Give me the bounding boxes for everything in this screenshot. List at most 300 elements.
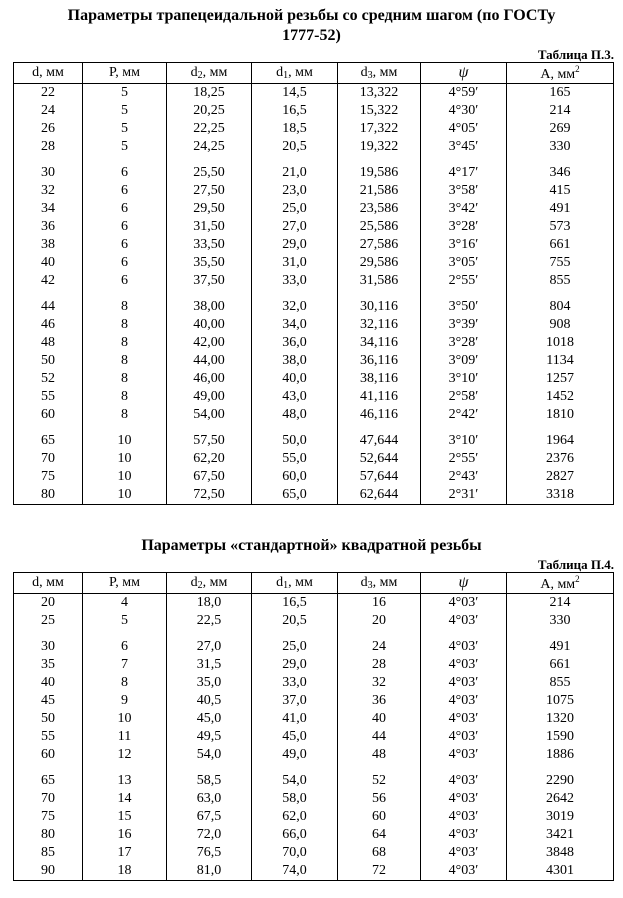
cell-d2: 20,25 [167,102,252,120]
cell-a: 491 [507,200,614,218]
cell-d: 22 [14,84,83,103]
cell-psi: 2°55′ [421,450,507,468]
cell-p: 6 [83,272,167,290]
cell-a: 3318 [507,486,614,505]
cell-a: 804 [507,298,614,316]
table2-number: Таблица П.4. [537,557,614,572]
cell-a: 855 [507,272,614,290]
cell-d1: 33,0 [252,272,338,290]
table-row [14,298,614,316]
cell-a: 755 [507,254,614,272]
table-row [14,254,614,272]
cell-d1: 50,0 [252,432,338,450]
cell-a: 214 [507,102,614,120]
cell-d1: 70,0 [252,844,338,862]
cell-a: 661 [507,236,614,254]
cell-psi: 4°17′ [421,164,507,182]
table-row [14,388,614,406]
cell-a: 855 [507,674,614,692]
cell-p: 6 [83,236,167,254]
cell-p: 14 [83,790,167,808]
spacer-cell [167,424,252,432]
group-spacer [14,424,614,432]
cell-d3: 62,644 [338,486,421,505]
cell-d2: 27,0 [167,638,252,656]
header-d3: $d_3$, мм [338,63,421,84]
cell-a: 330 [507,612,614,630]
cell-p: 5 [83,102,167,120]
cell-p: 10 [83,450,167,468]
table-row [14,826,614,844]
header-p: P, мм [83,63,167,84]
cell-d2: 31,5 [167,656,252,674]
cell-d1: 58,0 [252,790,338,808]
cell-d2: 58,5 [167,772,252,790]
cell-d1: 27,0 [252,218,338,236]
cell-d3: 48 [338,746,421,764]
cell-d1: 16,5 [252,102,338,120]
cell-p: 8 [83,334,167,352]
cell-psi: 4°03′ [421,638,507,656]
cell-a: 269 [507,120,614,138]
cell-psi: 4°03′ [421,674,507,692]
cell-d3: 36 [338,692,421,710]
spacer-cell [338,424,421,432]
header-d1: $d_1$, мм [252,573,338,594]
cell-d3: 64 [338,826,421,844]
spacer-cell [83,290,167,298]
cell-d1: 54,0 [252,772,338,790]
cell-psi: 4°03′ [421,710,507,728]
cell-d1: 43,0 [252,388,338,406]
header-row [14,63,614,84]
cell-d1: 31,0 [252,254,338,272]
cell-psi: 3°58′ [421,182,507,200]
table-row [14,844,614,862]
cell-d3: 56 [338,790,421,808]
cell-d2: 31,50 [167,218,252,236]
cell-d3: 23,586 [338,200,421,218]
table-row [14,612,614,630]
cell-d1: 37,0 [252,692,338,710]
cell-psi: 4°03′ [421,692,507,710]
cell-d: 35 [14,656,83,674]
cell-d1: 34,0 [252,316,338,334]
cell-d1: 20,5 [252,138,338,156]
cell-psi: 3°05′ [421,254,507,272]
cell-psi: 4°03′ [421,772,507,790]
cell-p: 5 [83,120,167,138]
cell-d3: 52 [338,772,421,790]
spacer-cell [507,290,614,298]
cell-d2: 67,50 [167,468,252,486]
table-row [14,102,614,120]
cell-psi: 4°03′ [421,790,507,808]
cell-d3: 15,322 [338,102,421,120]
cell-d: 70 [14,790,83,808]
table-row [14,486,614,505]
cell-d3: 68 [338,844,421,862]
cell-d2: 49,5 [167,728,252,746]
cell-d3: 16 [338,594,421,613]
table-row [14,406,614,424]
cell-d2: 49,00 [167,388,252,406]
spacer-cell [83,424,167,432]
table-row [14,120,614,138]
spacer-cell [421,290,507,298]
cell-d: 75 [14,468,83,486]
table-row [14,200,614,218]
spacer-cell [338,156,421,164]
cell-psi: 4°03′ [421,826,507,844]
cell-psi: 3°28′ [421,334,507,352]
cell-d: 42 [14,272,83,290]
cell-p: 18 [83,862,167,881]
cell-p: 8 [83,388,167,406]
cell-d2: 54,00 [167,406,252,424]
cell-d3: 34,116 [338,334,421,352]
spacer-cell [14,290,83,298]
cell-psi: 4°03′ [421,808,507,826]
cell-d2: 45,0 [167,710,252,728]
cell-d2: 57,50 [167,432,252,450]
cell-d: 26 [14,120,83,138]
cell-p: 5 [83,138,167,156]
cell-d: 48 [14,334,83,352]
cell-psi: 3°28′ [421,218,507,236]
table-row [14,790,614,808]
cell-d1: 21,0 [252,164,338,182]
square-thread-table [13,572,614,881]
table-row [14,84,614,103]
cell-psi: 2°58′ [421,388,507,406]
spacer-cell [167,156,252,164]
cell-d: 38 [14,236,83,254]
cell-d3: 29,586 [338,254,421,272]
table-row [14,594,614,613]
header-d3: $d_3$, мм [338,573,421,594]
cell-psi: 3°09′ [421,352,507,370]
cell-a: 2376 [507,450,614,468]
cell-psi: 4°03′ [421,728,507,746]
cell-d3: 21,586 [338,182,421,200]
spacer-cell [338,290,421,298]
cell-d3: 25,586 [338,218,421,236]
cell-psi: 2°42′ [421,406,507,424]
cell-d3: 13,322 [338,84,421,103]
cell-d2: 18,0 [167,594,252,613]
cell-d1: 16,5 [252,594,338,613]
cell-d: 24 [14,102,83,120]
cell-d: 60 [14,746,83,764]
cell-a: 3019 [507,808,614,826]
cell-d1: 38,0 [252,352,338,370]
cell-p: 8 [83,674,167,692]
cell-d: 70 [14,450,83,468]
cell-p: 7 [83,656,167,674]
spacer-cell [507,764,614,772]
cell-a: 214 [507,594,614,613]
cell-d3: 38,116 [338,370,421,388]
header-psi: ψ [421,63,507,84]
table-row [14,862,614,881]
header-a: A, $мм^2$ [507,573,614,594]
spacer-cell [252,156,338,164]
cell-d2: 27,50 [167,182,252,200]
cell-d2: 42,00 [167,334,252,352]
cell-d: 20 [14,594,83,613]
cell-d1: 62,0 [252,808,338,826]
spacer-cell [14,630,83,638]
cell-psi: 4°03′ [421,656,507,674]
group-spacer [14,630,614,638]
cell-p: 6 [83,200,167,218]
cell-a: 1257 [507,370,614,388]
header-d2: $d_2$, мм [167,63,252,84]
cell-d3: 52,644 [338,450,421,468]
cell-d: 60 [14,406,83,424]
spacer-cell [421,630,507,638]
table-row [14,164,614,182]
cell-d3: 72 [338,862,421,881]
cell-p: 6 [83,218,167,236]
cell-psi: 3°50′ [421,298,507,316]
cell-psi: 4°03′ [421,612,507,630]
table-row [14,808,614,826]
cell-p: 12 [83,746,167,764]
cell-d1: 41,0 [252,710,338,728]
table-row [14,272,614,290]
table2-body [14,594,614,881]
table-row [14,728,614,746]
trapezoidal-thread-table [13,62,614,505]
cell-d: 34 [14,200,83,218]
cell-a: 1134 [507,352,614,370]
header-d1: $d_1$, мм [252,63,338,84]
table-row [14,236,614,254]
table-row [14,352,614,370]
cell-d1: 66,0 [252,826,338,844]
cell-a: 1590 [507,728,614,746]
cell-d: 30 [14,164,83,182]
cell-psi: 2°55′ [421,272,507,290]
cell-d2: 37,50 [167,272,252,290]
cell-d1: 25,0 [252,200,338,218]
cell-a: 2827 [507,468,614,486]
cell-a: 1886 [507,746,614,764]
cell-p: 6 [83,164,167,182]
cell-p: 6 [83,254,167,272]
cell-d3: 32,116 [338,316,421,334]
table-row [14,692,614,710]
cell-d1: 48,0 [252,406,338,424]
cell-psi: 3°16′ [421,236,507,254]
cell-d2: 44,00 [167,352,252,370]
cell-p: 9 [83,692,167,710]
spacer-cell [14,764,83,772]
spacer-cell [338,764,421,772]
header-d2: $d_2$, мм [167,573,252,594]
cell-d2: 22,25 [167,120,252,138]
cell-d1: 65,0 [252,486,338,505]
cell-d3: 60 [338,808,421,826]
cell-psi: 4°03′ [421,594,507,613]
cell-psi: 2°31′ [421,486,507,505]
cell-p: 10 [83,486,167,505]
cell-p: 8 [83,316,167,334]
cell-p: 10 [83,710,167,728]
spacer-cell [252,764,338,772]
cell-d: 65 [14,772,83,790]
spacer-cell [507,424,614,432]
cell-d3: 30,116 [338,298,421,316]
cell-psi: 4°59′ [421,84,507,103]
table-row [14,468,614,486]
cell-d: 40 [14,254,83,272]
spacer-cell [14,156,83,164]
cell-a: 346 [507,164,614,182]
spacer-cell [167,630,252,638]
cell-a: 3421 [507,826,614,844]
cell-d1: 49,0 [252,746,338,764]
table-row [14,218,614,236]
cell-d2: 22,5 [167,612,252,630]
cell-p: 8 [83,352,167,370]
spacer-cell [421,764,507,772]
group-spacer [14,764,614,772]
cell-p: 8 [83,298,167,316]
cell-a: 2290 [507,772,614,790]
cell-a: 1452 [507,388,614,406]
cell-d: 52 [14,370,83,388]
cell-psi: 4°03′ [421,862,507,881]
cell-d1: 33,0 [252,674,338,692]
spacer-cell [83,156,167,164]
cell-p: 5 [83,612,167,630]
cell-d: 80 [14,826,83,844]
cell-d: 65 [14,432,83,450]
cell-p: 17 [83,844,167,862]
cell-d1: 32,0 [252,298,338,316]
spacer-cell [338,630,421,638]
group-spacer [14,290,614,298]
cell-d2: 24,25 [167,138,252,156]
cell-p: 11 [83,728,167,746]
cell-d1: 60,0 [252,468,338,486]
cell-a: 415 [507,182,614,200]
cell-d: 40 [14,674,83,692]
cell-psi: 2°43′ [421,468,507,486]
cell-p: 5 [83,84,167,103]
cell-d: 90 [14,862,83,881]
table-row [14,772,614,790]
cell-d: 55 [14,728,83,746]
cell-d2: 72,50 [167,486,252,505]
cell-psi: 3°42′ [421,200,507,218]
cell-a: 1810 [507,406,614,424]
cell-d2: 40,5 [167,692,252,710]
cell-p: 8 [83,406,167,424]
table1-title-line2: 1777-52) [282,27,341,44]
cell-d3: 27,586 [338,236,421,254]
cell-d1: 36,0 [252,334,338,352]
cell-d3: 31,586 [338,272,421,290]
cell-a: 908 [507,316,614,334]
cell-d1: 29,0 [252,236,338,254]
cell-d3: 41,116 [338,388,421,406]
cell-a: 1964 [507,432,614,450]
cell-d: 50 [14,710,83,728]
table-row [14,182,614,200]
cell-d2: 46,00 [167,370,252,388]
cell-d2: 33,50 [167,236,252,254]
cell-d2: 62,20 [167,450,252,468]
cell-p: 6 [83,182,167,200]
cell-d1: 45,0 [252,728,338,746]
cell-d2: 54,0 [167,746,252,764]
spacer-cell [14,424,83,432]
cell-psi: 3°10′ [421,432,507,450]
cell-d1: 14,5 [252,84,338,103]
cell-d2: 29,50 [167,200,252,218]
cell-d2: 18,25 [167,84,252,103]
cell-d2: 67,5 [167,808,252,826]
cell-d: 75 [14,808,83,826]
cell-d3: 36,116 [338,352,421,370]
spacer-cell [421,424,507,432]
group-spacer [14,156,614,164]
cell-p: 16 [83,826,167,844]
cell-a: 1075 [507,692,614,710]
cell-d2: 40,00 [167,316,252,334]
cell-a: 165 [507,84,614,103]
table1-body [14,84,614,505]
cell-d: 44 [14,298,83,316]
table-row [14,710,614,728]
cell-d3: 19,322 [338,138,421,156]
cell-p: 10 [83,432,167,450]
table-row [14,334,614,352]
spacer-cell [507,156,614,164]
cell-d1: 18,5 [252,120,338,138]
spacer-cell [252,424,338,432]
cell-d: 55 [14,388,83,406]
cell-d3: 40 [338,710,421,728]
cell-d1: 20,5 [252,612,338,630]
table-row [14,656,614,674]
cell-d2: 35,0 [167,674,252,692]
spacer-cell [507,630,614,638]
cell-d1: 40,0 [252,370,338,388]
cell-a: 3848 [507,844,614,862]
table2-title: Параметры «стандартной» квадратной резьбы [141,537,482,554]
cell-a: 1018 [507,334,614,352]
cell-d1: 29,0 [252,656,338,674]
cell-d: 45 [14,692,83,710]
cell-d3: 46,116 [338,406,421,424]
cell-d3: 19,586 [338,164,421,182]
cell-a: 1320 [507,710,614,728]
cell-d3: 20 [338,612,421,630]
spacer-cell [167,290,252,298]
table-row [14,138,614,156]
spacer-cell [83,630,167,638]
cell-d3: 57,644 [338,468,421,486]
cell-psi: 3°10′ [421,370,507,388]
cell-d2: 72,0 [167,826,252,844]
cell-psi: 3°39′ [421,316,507,334]
table1-title-line1: Параметры трапецеидальной резьбы со средним шагом (по ГОСТу [67,7,556,24]
